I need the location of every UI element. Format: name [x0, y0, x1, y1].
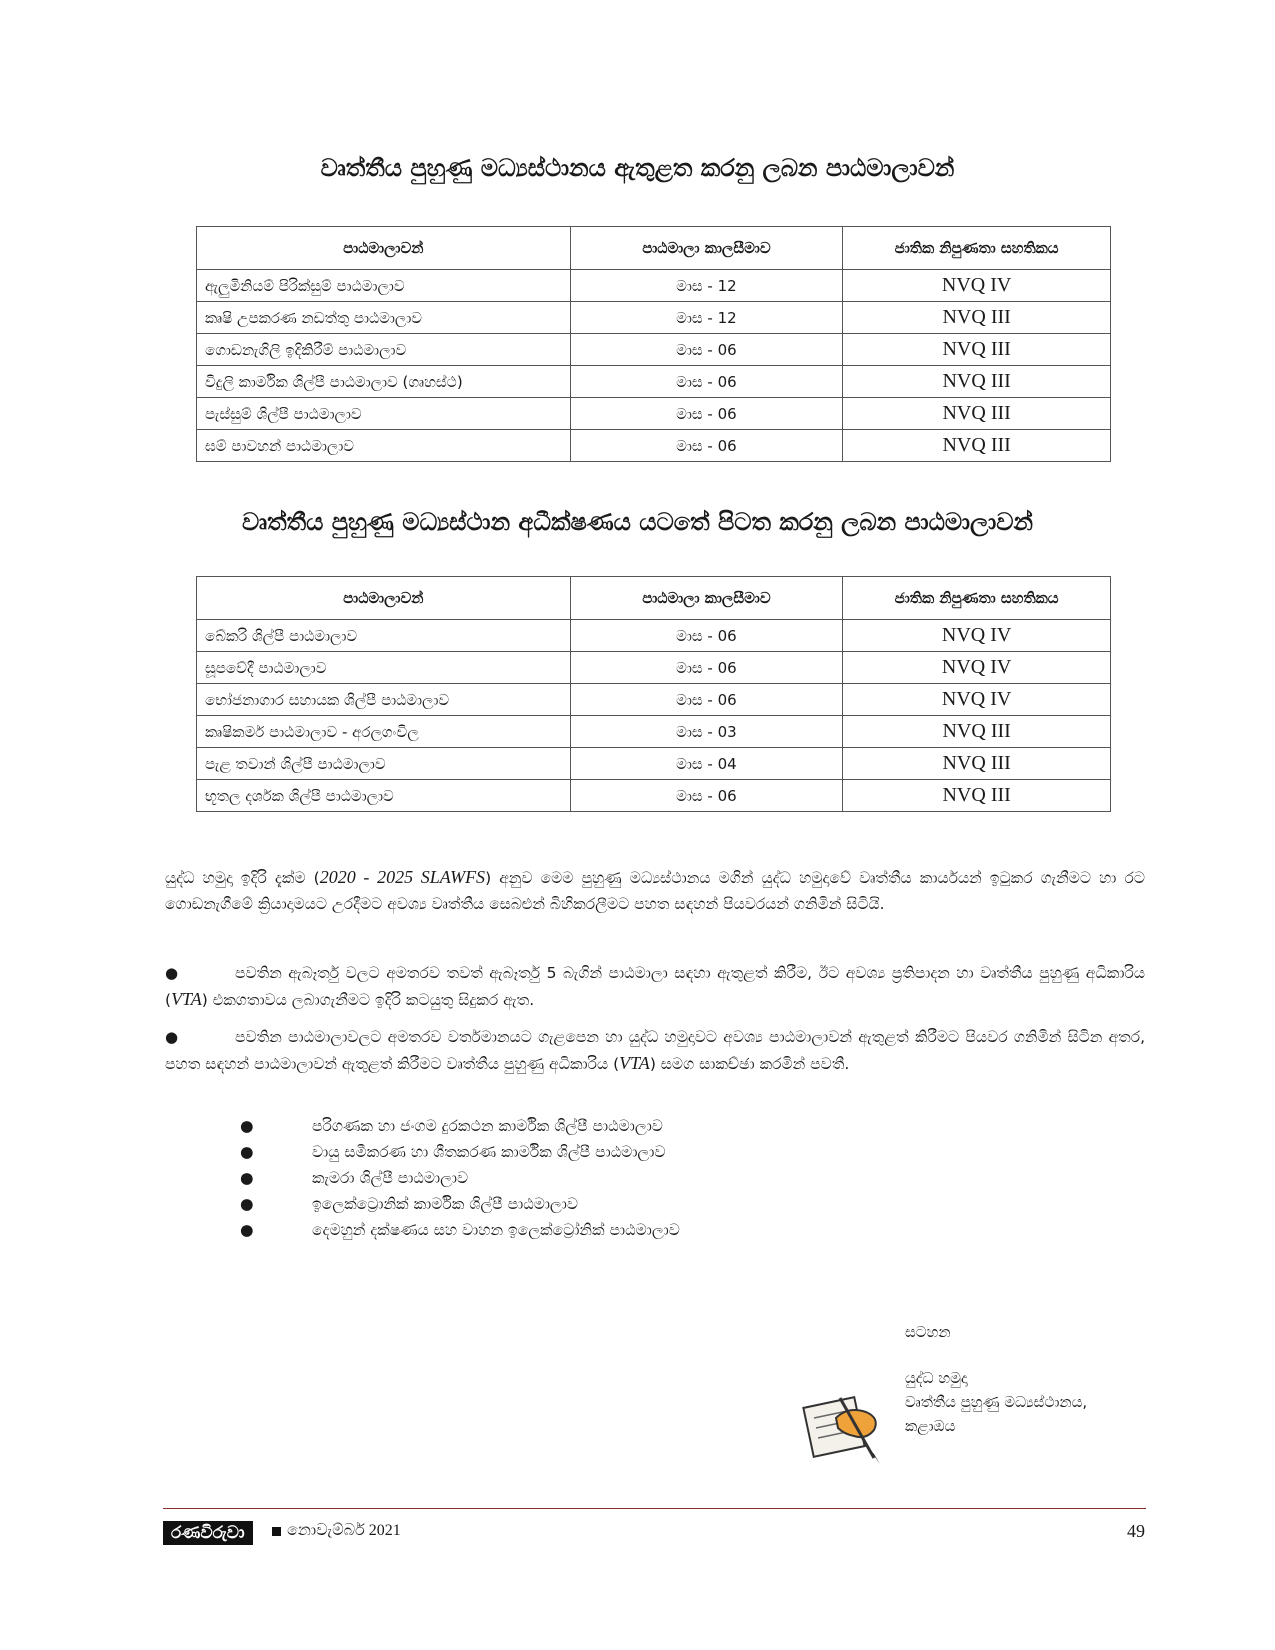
course-nvq: NVQ IV: [843, 270, 1111, 302]
table-row: [197, 398, 1111, 430]
future-courses-list: [240, 1113, 680, 1243]
vta-abbr: VTA: [619, 1053, 650, 1073]
signature-line: කළාඔය: [905, 1417, 956, 1435]
courses-table-internal: [196, 226, 1111, 462]
header-nvq: ජාතික නිපුණතා සහතිකය: [843, 577, 1111, 620]
bullet-icon: ●: [165, 1028, 179, 1046]
page-number: 49: [1127, 1521, 1145, 1541]
vta-abbr: VTA: [171, 989, 202, 1009]
courses-table-external: [196, 576, 1111, 812]
bullet-text: [165, 960, 1145, 1013]
list-item: [240, 1113, 680, 1139]
table-row: [197, 302, 1111, 334]
list-item: [240, 1191, 680, 1217]
bullet-text: [165, 1024, 1145, 1077]
course-duration: මාස - 03: [570, 716, 843, 748]
course-name: භෝජනාගාර සහායක ශිල්පී පාඨමාලාව: [197, 684, 571, 716]
pen-writing-icon: [800, 1388, 890, 1468]
list-item: [240, 1217, 680, 1243]
list-item: [240, 1139, 680, 1165]
bullet-icon: ●: [240, 1169, 254, 1187]
bullet-icon: ●: [240, 1221, 254, 1239]
bullet-icon: ●: [240, 1143, 254, 1161]
course-nvq: NVQ IV: [843, 620, 1111, 652]
bullet-paragraph-2: [165, 1024, 1145, 1077]
course-name: සූපවේදී පාඨමාලාව: [197, 652, 571, 684]
table-row: [197, 334, 1111, 366]
course-duration: මාස - 06: [570, 366, 843, 398]
course-name: ගොඩනැගිලි ඉදිකිරීම් පාඨමාලාව: [197, 334, 571, 366]
table-row: [197, 748, 1111, 780]
course-name: කෘෂි උපකරණ නඩත්තු පාඨමාලාව: [197, 302, 571, 334]
bullet-text-b: ) එකගතාවය ලබාගැනීමට ඉදිරි කටයුතු සිදුකර ඇත.: [201, 991, 535, 1009]
course-duration: මාස - 12: [570, 302, 843, 334]
bullet-icon: ●: [240, 1117, 254, 1135]
course-name: භූතල දර්ශක ශිල්පී පාඨමාලාව: [197, 780, 571, 812]
bullet-icon: ●: [240, 1195, 254, 1213]
table-row: [197, 780, 1111, 812]
course-nvq: NVQ III: [843, 780, 1111, 812]
magazine-logo: රණවිරුවා: [163, 1521, 253, 1545]
signature-line: වෘත්තීය පුහුණු මධ්‍යස්ථානය,: [905, 1393, 1088, 1411]
intro-strategy-name: 2020 - 2025 SLAWFS: [319, 867, 486, 887]
future-course-label: ඉලෙක්ට්‍රොනික් කාර්මික ශිල්පී පාඨමාලාව: [312, 1195, 579, 1213]
intro-paragraph: [165, 864, 1145, 917]
course-name: ඇලුමිනියම් පිරික්සුම් පාඨමාලාව: [197, 270, 571, 302]
course-name: පැස්සුම් ශිල්පී පාඨමාලාව: [197, 398, 571, 430]
course-duration: මාස - 06: [570, 684, 843, 716]
section2-title: වෘත්තීය පුහුණු මධ්‍යස්ථාන අධීක්ෂණය යටතේ පිටත කරනු ලබන පාඨමාලාවන්: [242, 508, 1033, 536]
signature-heading: සටහන: [905, 1323, 951, 1341]
course-nvq: NVQ III: [843, 302, 1111, 334]
square-bullet-icon: [272, 1527, 281, 1536]
course-nvq: NVQ III: [843, 430, 1111, 462]
course-duration: මාස - 12: [570, 270, 843, 302]
future-course-label: කැමරා ශිල්පී පාඨමාලාව: [312, 1169, 469, 1187]
table-row: [197, 684, 1111, 716]
course-nvq: NVQ IV: [843, 684, 1111, 716]
table-header-row: [197, 577, 1111, 620]
course-nvq: NVQ III: [843, 366, 1111, 398]
course-name: බේකරි ශිල්පී පාඨමාලාව: [197, 620, 571, 652]
course-duration: මාස - 06: [570, 652, 843, 684]
issue-date: [272, 1522, 401, 1540]
intro-text-a: යුද්ධ හමුදා ඉදිරි දැක්ම (: [165, 869, 320, 887]
bullet-text-b: ) සමග සාකච්ඡා කරමින් පවතී.: [649, 1055, 850, 1073]
course-nvq: NVQ III: [843, 748, 1111, 780]
issue-date-text: නොවැම්බර් 2021: [287, 1522, 401, 1539]
header-duration: පාඨමාලා කාලසීමාව: [570, 227, 843, 270]
table-header-row: [197, 227, 1111, 270]
table-row: [197, 366, 1111, 398]
course-name: පැළ තවාන් ශිල්පී පාඨමාලාව: [197, 748, 571, 780]
course-duration: මාස - 06: [570, 334, 843, 366]
course-nvq: NVQ III: [843, 398, 1111, 430]
intro-text-b: ) අනුව මෙම පුහුණු මධ්‍යස්ථානය මගින් යුද්ධ හමුදාවේ වෘත්තීය කාර්යයන් ඉටුකර ගැනීමට හා රට ගොඩනැගීමේ ක්‍රියාදාමයට උරදීමට අවශ්‍ය වෘත්තීය සෙබළුන් බිහිකරලීමට පහත සඳහන් පියවරයන් ගනිමින් සිටියි.: [165, 869, 1145, 913]
signature-line: යුද්ධ හමුදා: [905, 1369, 968, 1387]
bullet-text-a: පවතින ඇබෑර්තු වලට අමතරව තවත් ඇබෑර්තු 5 බැගින් පාඨමාලා සඳහා ඇතුළත් කිරීම, ඊට අවශ්‍ය ප්‍රතිපාදන හා වෘත්තීය පුහුණු අධිකාරිය (: [165, 964, 1145, 1009]
signature-block: [905, 1320, 1087, 1438]
course-nvq: NVQ III: [843, 334, 1111, 366]
bullet-icon: ●: [165, 964, 179, 982]
future-course-label: පරිගණක හා ජංගම දුරකථන කාර්මික ශිල්පී පාඨමාලාව: [312, 1117, 663, 1135]
course-duration: මාස - 06: [570, 620, 843, 652]
course-duration: මාස - 06: [570, 430, 843, 462]
course-name: කෘෂිකර්ම පාඨමාලාව - අරලගංවිල: [197, 716, 571, 748]
footer-divider: [163, 1508, 1146, 1509]
table-row: [197, 430, 1111, 462]
course-duration: මාස - 04: [570, 748, 843, 780]
course-duration: මාස - 06: [570, 398, 843, 430]
future-course-label: වායු සමීකරණ හා ශීතකරණ කාර්මික ශිල්පී පාඨමාලාව: [312, 1143, 666, 1161]
course-nvq: NVQ IV: [843, 652, 1111, 684]
course-name: ඝම් පාවහන් පාඨමාලාව: [197, 430, 571, 462]
course-duration: මාස - 06: [570, 780, 843, 812]
table-row: [197, 652, 1111, 684]
course-name: විදුලි කාර්මික ශිල්පී පාඨමාලාව (ගෘහස්ථ): [197, 366, 571, 398]
header-nvq: ජාතික නිපුණතා සහතිකය: [843, 227, 1111, 270]
table-row: [197, 620, 1111, 652]
list-item: [240, 1165, 680, 1191]
header-duration: පාඨමාලා කාලසීමාව: [570, 577, 843, 620]
course-nvq: NVQ III: [843, 716, 1111, 748]
bullet-text-a: පවතින පාඨමාලාවලට අමතරව වර්තමානයට ගැළපෙන හා යුද්ධ හමුදාවට අවශ්‍ය පාඨමාලාවන් ඇතුළත් කිරීමට පියවර ගනිමින් සිටින අතර, පහත සඳහන් පාඨමාලාවන් ඇතුළත් කිරීමට වෘත්තීය පුහුණු අධිකාරිය (: [165, 1028, 1145, 1073]
bullet-paragraph-1: [165, 960, 1145, 1013]
header-courses: පාඨමාලාවන්: [197, 577, 571, 620]
table-row: [197, 270, 1111, 302]
table-row: [197, 716, 1111, 748]
section1-title: වෘත්තීය පුහුණු මධ්‍යස්ථානය ඇතුළත කරනු ලබන පාඨමාලාවන්: [320, 154, 955, 182]
header-courses: පාඨමාලාවන්: [197, 227, 571, 270]
future-course-label: දෙමහුන් දක්ෂණය සහ වාහන ඉලෙක්ට්‍රෝනික් පාඨමාලාව: [312, 1221, 680, 1239]
